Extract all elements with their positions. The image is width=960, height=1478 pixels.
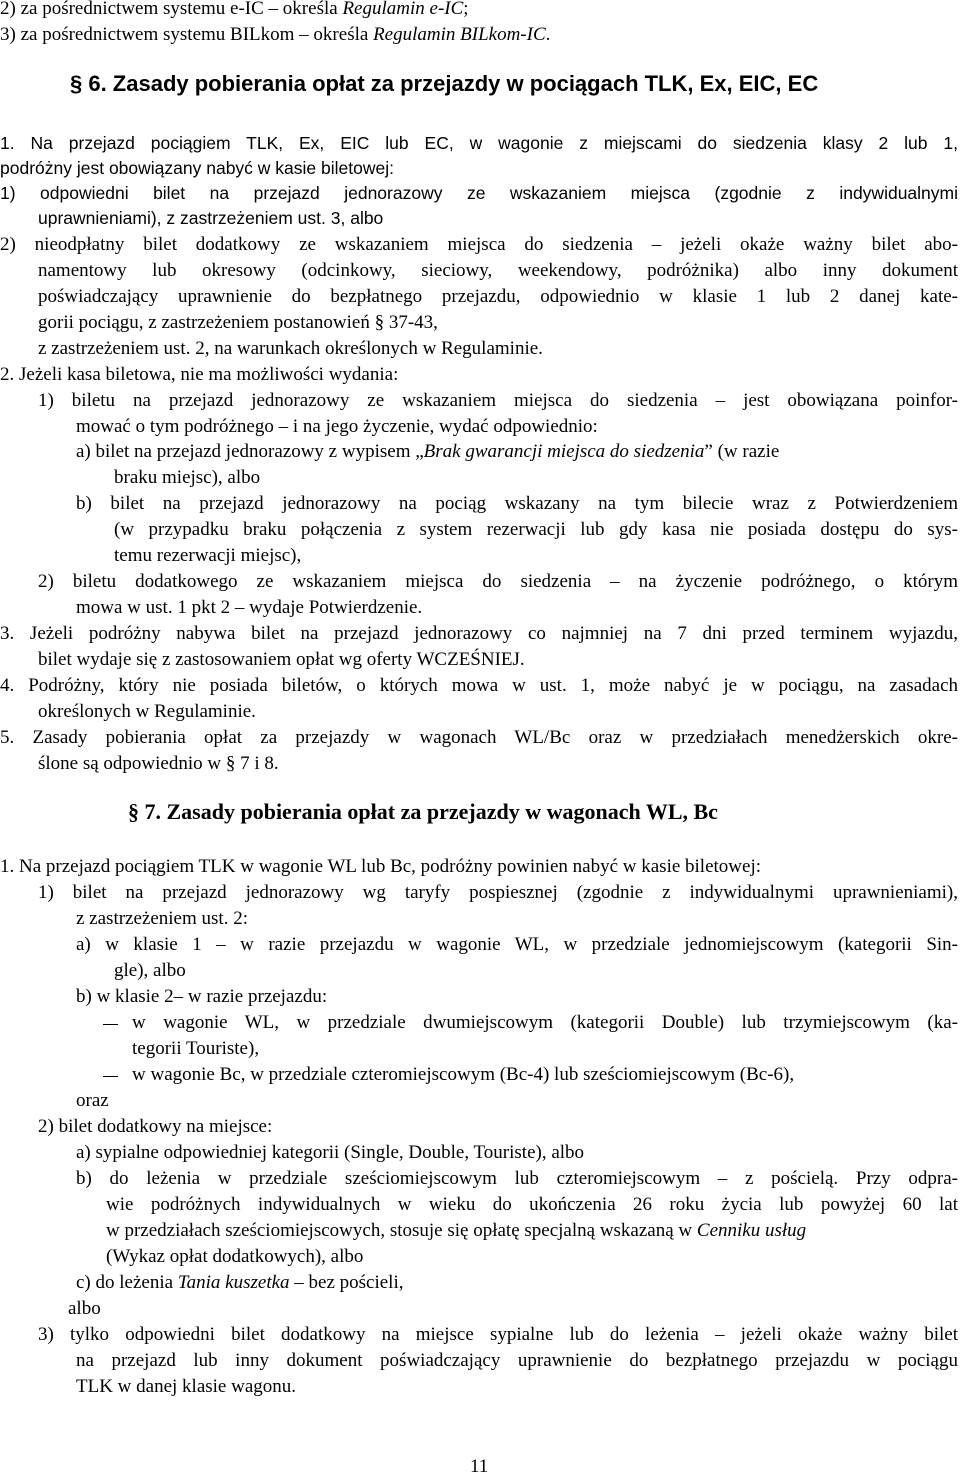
paragraph-line: albo — [68, 1298, 101, 1319]
paragraph-line: 1) biletu na przejazd jednorazowy ze wskazaniem miejsca do siedzenia – jest obowiązana poinfor- — [38, 390, 958, 411]
paragraph-line: na przejazd lub inny dokument poświadczający uprawnienie do bezpłatnego przejazdu w pociągu — [76, 1350, 958, 1371]
section-heading: § 7. Zasady pobierania opłat za przejazdy w wagonach WL, Bc — [128, 799, 718, 824]
item-text: 3) za pośrednictwem systemu BILkom – określa — [0, 24, 374, 45]
paragraph-line: b) bilet na przejazd jednorazowy na pociąg wskazany na tym bilecie wraz z Potwierdzeniem — [76, 493, 958, 514]
list-item — [0, 0, 469, 22]
paragraph-line: 4. Podróżny, który nie posiada biletów, o których mowa w ust. 1, może nabyć je w pociągu, na zasadach — [0, 675, 958, 696]
list-item — [0, 22, 550, 48]
page-number: 11 — [470, 1456, 489, 1477]
paragraph-line: namentowy lub okresowy (odcinkowy, sieciowy, weekendowy, podróżnika) albo inny dokument — [38, 260, 958, 281]
paragraph-line: 2) biletu dodatkowego ze wskazaniem miejsca do siedzenia – na życzenie podróżnego, o którym — [38, 571, 958, 592]
paragraph-line: ślone są odpowiednio w § 7 i 8. — [38, 753, 279, 774]
paragraph-line: gorii pociągu, z zastrzeżeniem postanowień § 37-43, — [38, 312, 438, 333]
paragraph-line: w wagonie Bc, w przedziale czteromiejscowym (Bc-4) lub sześciomiejscowym (Bc-6), — [132, 1064, 795, 1085]
dash-bullet — [103, 1076, 118, 1077]
paragraph-line — [76, 1270, 404, 1296]
line-part: w przedziałach sześciomiejscowych, stosuje się opłatę specjalną wskazaną w — [106, 1220, 697, 1241]
paragraph-line: podróżny jest obowiązany nabyć w kasie biletowej: — [0, 158, 394, 178]
paragraph-line: a) sypialne odpowiedniej kategorii (Single, Double, Touriste), albo — [76, 1142, 585, 1163]
paragraph-line: braku miejsc), albo — [114, 467, 261, 488]
paragraph-line: gle), albo — [114, 960, 186, 981]
paragraph-line: z zastrzeżeniem ust. 2: — [76, 908, 248, 929]
paragraph-line: (w przypadku braku połączenia z system rezerwacji lub gdy kasa nie posiada dostępu do sys- — [114, 519, 958, 540]
item-end: ; — [463, 0, 469, 19]
offer-name: Tania kuszetka — [177, 1272, 290, 1293]
section-heading: § 6. Zasady pobierania opłat za przejazdy w pociągach TLK, Ex, EIC, EC — [70, 71, 819, 96]
paragraph-line: TLK w danej klasie wagonu. — [76, 1376, 297, 1397]
paragraph-line: 3. Jeżeli podróżny nabywa bilet na przejazd jednorazowy co najmniej na 7 dni przed terminem wyjazdu, — [0, 623, 958, 644]
dash-bullet — [103, 1024, 118, 1025]
price-list-title: Cenniku usług — [696, 1220, 807, 1241]
paragraph-line: uprawnieniami), z zastrzeżeniem ust. 3, albo — [38, 208, 384, 228]
paragraph-line: 2. Jeżeli kasa biletowa, nie ma możliwości wydania: — [0, 364, 399, 385]
regulation-name: Regulamin BILkom-IC — [373, 24, 546, 45]
item-end: . — [545, 24, 551, 45]
paragraph-line: 2) nieodpłatny bilet dodatkowy ze wskazaniem miejsca do siedzenia – jeżeli okaże ważny bilet abo- — [0, 234, 958, 255]
paragraph-line: wie podróżnych indywidualnych w wieku do ukończenia 26 roku życia lub powyżej 60 lat — [106, 1194, 958, 1215]
paragraph-line: 1) bilet na przejazd jednorazowy wg taryfy pospiesznej (zgodnie z indywidualnymi uprawnieniami), — [38, 882, 958, 903]
paragraph-line: 2) bilet dodatkowy na miejsce: — [38, 1116, 273, 1137]
paragraph-line: z zastrzeżeniem ust. 2, na warunkach określonych w Regulaminie. — [38, 338, 543, 359]
paragraph-line: tegorii Touriste), — [132, 1038, 260, 1059]
paragraph-line: określonych w Regulaminie. — [38, 701, 256, 722]
paragraph-line: mowa w ust. 1 pkt 2 – wydaje Potwierdzenie. — [76, 597, 423, 618]
paragraph-line — [106, 1218, 806, 1244]
paragraph-line: 5. Zasady pobierania opłat za przejazdy w wagonach WL/Bc oraz w przedziałach menedżerskich okre- — [0, 727, 958, 748]
paragraph-line: b) do leżenia w przedziale sześciomiejscowym lub czteromiejscowym – z pościelą. Przy odpra- — [76, 1168, 958, 1189]
paragraph-line: oraz — [76, 1090, 109, 1111]
regulation-name: Regulamin e-IC — [342, 0, 464, 19]
paragraph-line: mować o tym podróżnego – i na jego życzenie, wydać odpowiednio: — [76, 416, 598, 437]
paragraph-line: 1. Na przejazd pociągiem TLK, Ex, EIC lub EC, w wagonie z miejscami do siedzenia klasy 2 lub 1, — [0, 133, 958, 153]
paragraph-line: a) w klasie 1 – w razie przejazdu w wagonie WL, w przedziale jednomiejscowym (kategorii Sin- — [76, 934, 958, 955]
paragraph-line: w wagonie WL, w przedziale dwumiejscowym (kategorii Double) lub trzymiejscowym (ka- — [132, 1012, 958, 1033]
paragraph-line: 3) tylko odpowiedni bilet dodatkowy na miejsce sypialne lub do leżenia – jeżeli okaże ważny bilet — [38, 1324, 958, 1345]
paragraph-line: bilet wydaje się z zastosowaniem opłat wg oferty WCZEŚNIEJ. — [38, 649, 525, 670]
paragraph-line: 1) odpowiedni bilet na przejazd jednorazowy ze wskazaniem miejsca (zgodnie z indywidualnymi — [0, 183, 958, 203]
paragraph-line: (Wykaz opłat dodatkowych), albo — [106, 1246, 364, 1267]
line-part: ” (w razie — [704, 441, 780, 462]
line-part: a) bilet na przejazd jednorazowy z wypisem „ — [76, 441, 424, 462]
paragraph-line: poświadczający uprawnienie do bezpłatnego przejazdu, odpowiednio w klasie 1 lub 2 danej kate- — [38, 286, 958, 307]
item-text: 2) za pośrednictwem systemu e-IC – określa — [0, 0, 343, 19]
line-part: c) do leżenia — [76, 1272, 178, 1293]
paragraph-line: temu rezerwacji miejsc), — [114, 545, 302, 566]
line-part: – bez pościeli, — [289, 1272, 404, 1293]
paragraph-line: 1. Na przejazd pociągiem TLK w wagonie WL lub Bc, podróżny powinien nabyć w kasie biletowej: — [0, 856, 762, 877]
paragraph-line: b) w klasie 2– w razie przejazdu: — [76, 986, 328, 1007]
paragraph-line — [76, 439, 779, 465]
ticket-inscription: Brak gwarancji miejsca do siedzenia — [423, 441, 705, 462]
